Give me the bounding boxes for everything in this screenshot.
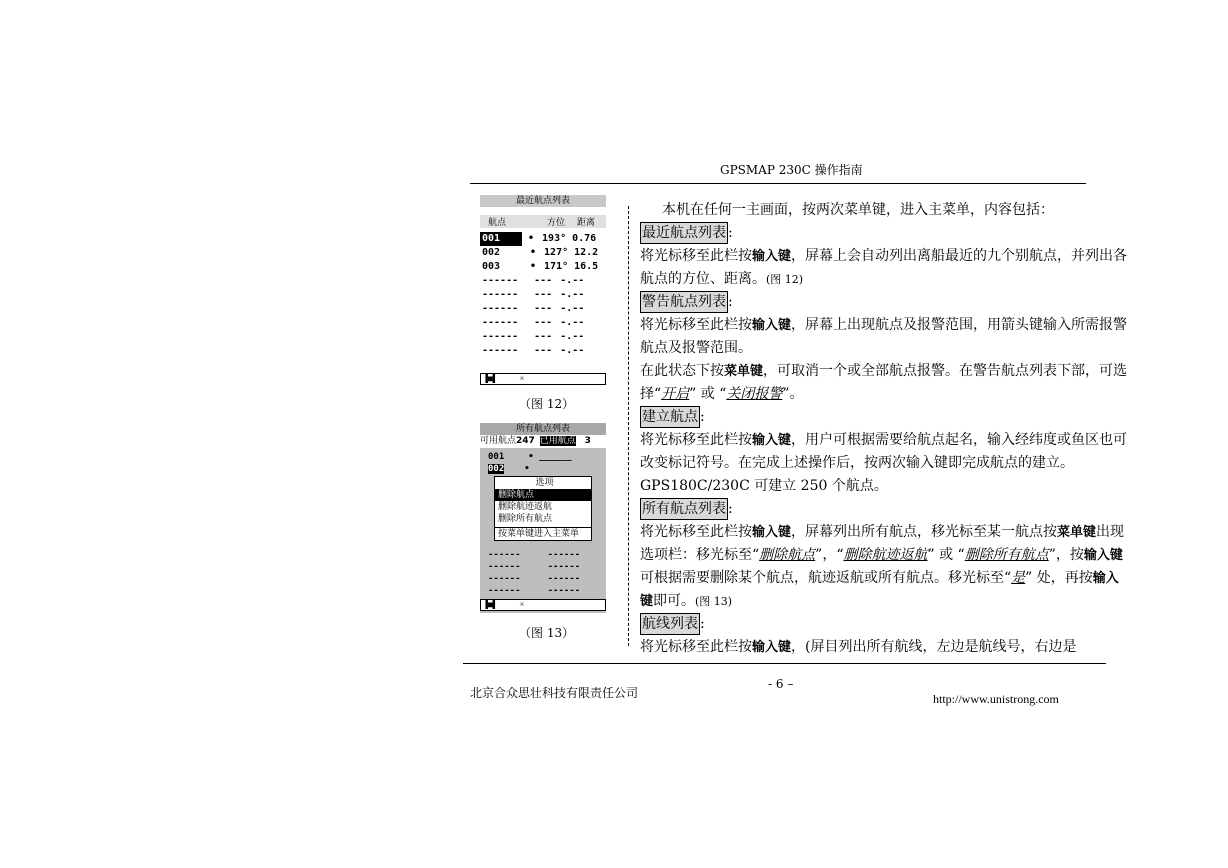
popup-footer: 按菜单键进入主菜单	[495, 527, 591, 540]
popup-item-delete-track-back[interactable]: 删除航迹返航	[498, 502, 553, 512]
column-header	[480, 215, 606, 228]
status-bar	[480, 373, 606, 385]
waypoint-list	[480, 452, 606, 476]
heading-routes: 航线列表	[640, 613, 700, 635]
col-bearing: 方位	[547, 218, 566, 228]
backlight-icon: ☼	[519, 600, 525, 609]
popup-item-delete-waypoint[interactable]: 删除航点	[495, 489, 591, 501]
figure-13-screen	[480, 423, 606, 613]
heading-all: 所有航点列表	[640, 498, 728, 520]
para-alarm: 将光标移至此栏按输入键，屏幕上出现航点及报警范围，用箭头键输入所需报警航点及报警范围。	[640, 317, 1128, 356]
heading-alarm: 警告航点列表	[640, 291, 728, 313]
margin-dash-line	[628, 206, 629, 646]
list-item[interactable]: 002 •	[488, 464, 530, 474]
list-item[interactable]: 003 • 171° 16.5	[482, 261, 599, 272]
main-text: 本机在任何一主画面，按两次菜单键，进入主菜单，内容包括： 最近航点列表 : 将光标移至此栏按输入键，屏幕上会自动列出离船最近的九个别航点，并列出各航点的方位、距离。(图 12) 警告航点列表 : 将光标移至此栏按输入键，屏幕上出现航点及报警范围，用箭头键输入所需报警航点及报警范围。 在此状态下按菜单键，可取消一个或全部航点报警。在警告航点列表下部，可选择“开启” 或 “关闭报警”。 建立航点 : 将光标移至此栏按输入键，用户可根据需要给航点起名，输入经纬度或鱼区也可改变标记符号。在完成上述操作后，按两次输入键即完成航点的建立。GPS180C/230C 可建立 250 个航点。 所有航点列表 : 将光标移至此栏按输入键，屏幕列出所有航点，移光标至某一航点按菜单键出现选项栏：移光标至“删除航点”，“删除航迹返航” 或 “删除所有航点”，按输入键可根据需要删除某个航点，航迹返航或所有航点。移光标至“是” 处，再按输入键即可。(图 13) 航线列表 : 将光标移至此栏按输入键，(屏目列出所有航线，左边是航线号，右边是	[640, 199, 1130, 659]
list-item[interactable]: 001 • ______	[488, 452, 572, 462]
header-title: GPSMAP 230C 操作指南	[720, 163, 863, 177]
heading-nearest: 最近航点列表	[640, 222, 728, 244]
heading-create: 建立航点	[640, 406, 700, 428]
page-number: - 6 –	[768, 677, 794, 691]
screen-title: 所有航点列表	[480, 423, 606, 435]
footer-rule	[463, 663, 1106, 664]
empty-row: ------ --- -.--	[482, 331, 585, 342]
figure-12-caption: （图 12）	[519, 397, 575, 411]
backlight-icon: ☼	[519, 374, 525, 383]
footer-company: 北京合众思壮科技有限责任公司	[470, 686, 639, 700]
para-nearest: 将光标移至此栏按输入键，屏幕上会自动列出离船最近的九个别航点，并列出各航点的方位、距离。(图 12)	[640, 248, 1128, 287]
list-item[interactable]: 001 • 193° 0.76	[482, 233, 597, 244]
empty-row: ------ --- -.--	[482, 303, 585, 314]
figure-13-caption: （图 13）	[519, 626, 575, 640]
empty-row: ------ --- -.--	[482, 345, 585, 356]
waypoint-count-bar: 可用航点247 已用航点 3	[480, 435, 606, 448]
intro: 本机在任何一主画面，按两次菜单键，进入主菜单，内容包括：	[662, 202, 1054, 218]
waypoint-list	[480, 232, 606, 358]
options-popup	[494, 476, 592, 541]
figure-12-screen	[480, 195, 606, 387]
popup-item-delete-all[interactable]: 删除所有航点	[498, 514, 553, 524]
battery-icon: ▐■▌	[483, 374, 498, 383]
para-create: 将光标移至此栏按输入键，用户可根据需要给航点起名，输入经纬度或鱼区也可改变标记符号。在完成上述操作后，按两次输入键即完成航点的建立。GPS180C/230C 可建立 250 个航点。	[640, 432, 1128, 494]
list-item[interactable]: 002 • 127° 12.2	[482, 247, 599, 258]
screen-title: 最近航点列表	[480, 195, 606, 207]
empty-row: ------ --- -.--	[482, 275, 585, 286]
para-routes: 将光标移至此栏按输入键，(屏目列出所有航线，左边是航线号，右边是	[640, 639, 1077, 655]
empty-row: ------ --- -.--	[482, 289, 585, 300]
para-alarm-menu: 在此状态下按菜单键，可取消一个或全部航点报警。在警告航点列表下部，可选择“开启” 或 “关闭报警”。	[640, 363, 1128, 402]
empty-rows: ------ ------ ------ ------ ------ ------ ------ ------	[488, 550, 581, 596]
header-rule	[470, 183, 1086, 184]
empty-row: ------ --- -.--	[482, 317, 585, 328]
para-all: 将光标移至此栏按输入键，屏幕列出所有航点，移光标至某一航点按菜单键出现选项栏：移光标至“删除航点”，“删除航迹返航” 或 “删除所有航点”，按输入键可根据需要删除某个航点，航迹返航或所有航点。移光标至“是” 处，再按输入键即可。(图 13)	[640, 524, 1125, 609]
col-point: 航点	[488, 218, 507, 228]
status-bar	[480, 599, 606, 611]
battery-icon: ▐■▌	[483, 600, 498, 609]
popup-title: 选项	[535, 478, 554, 488]
footer-url[interactable]: http://www.unistrong.com	[933, 692, 1059, 706]
col-distance: 距离	[577, 218, 596, 228]
